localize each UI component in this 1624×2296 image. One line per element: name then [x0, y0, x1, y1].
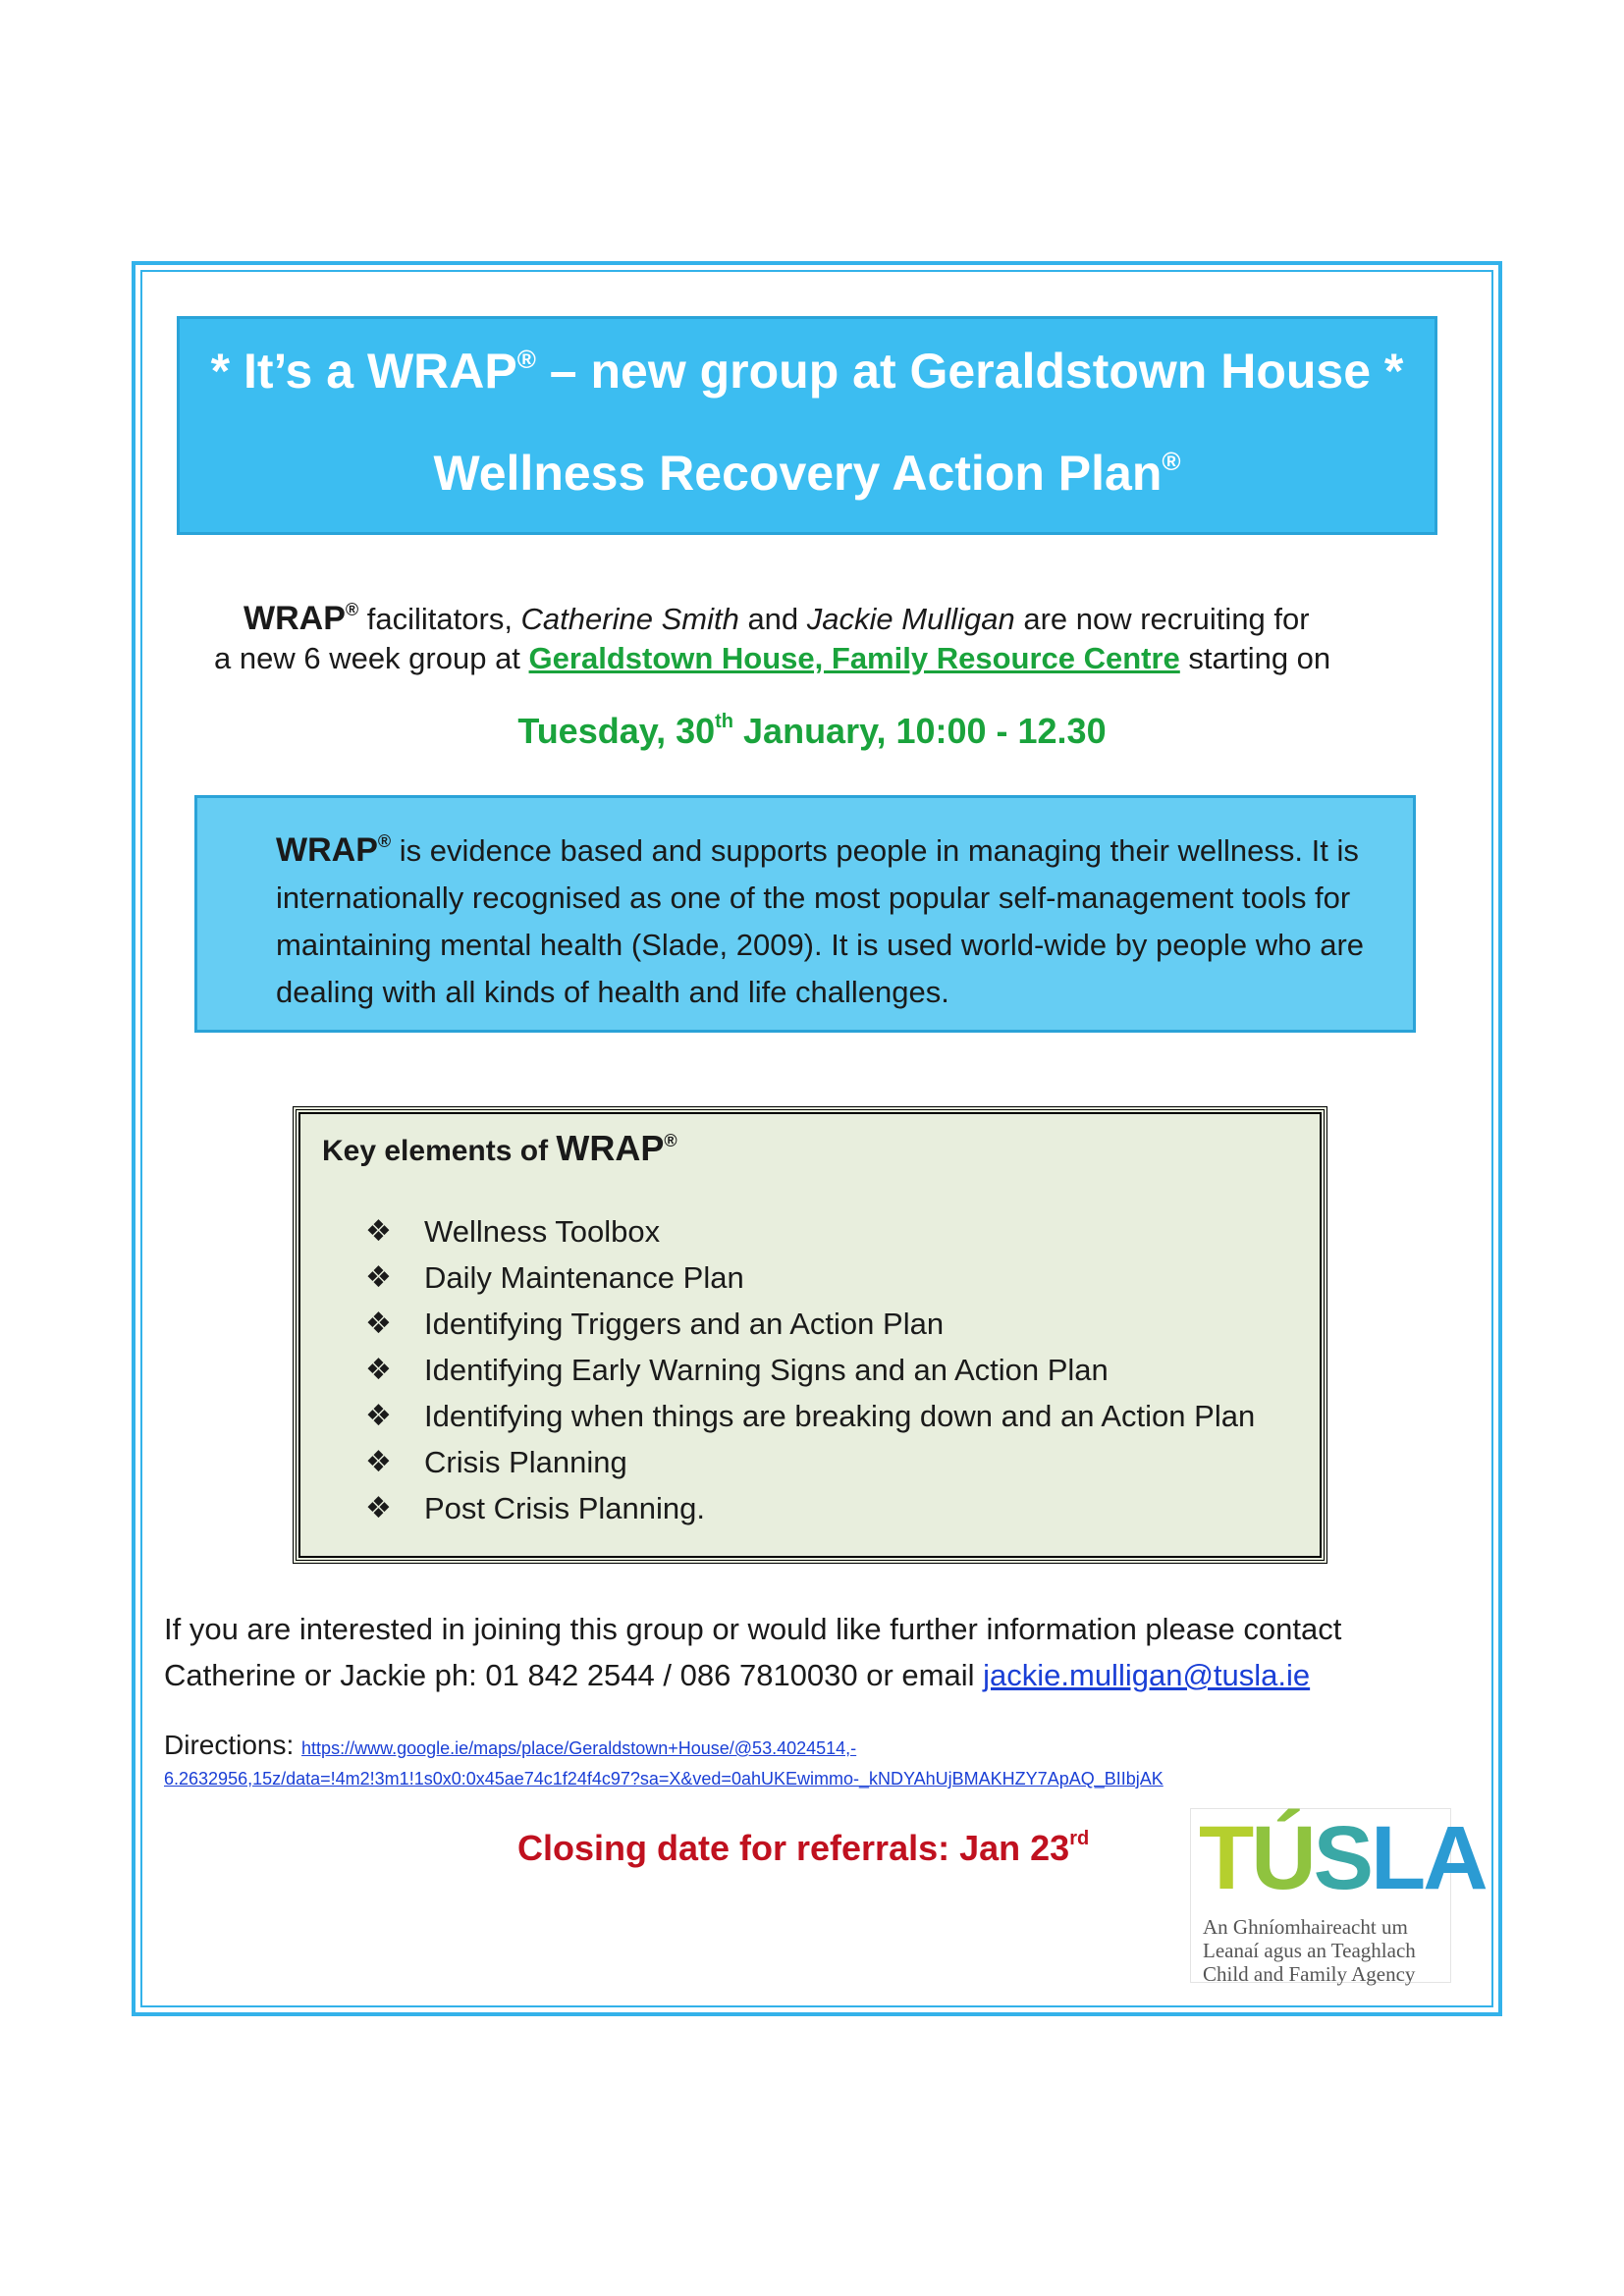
- facilitator-name: Catherine Smith: [520, 602, 739, 636]
- list-item: [365, 1301, 1255, 1347]
- list-item: [365, 1485, 1255, 1531]
- list-item: [365, 1208, 1255, 1255]
- intro-text: are now recruiting for: [1014, 602, 1310, 636]
- title-line-2: [180, 445, 1435, 502]
- wrap-word: WRAP: [244, 600, 346, 637]
- date-text: January, 10:00 - 12.30: [733, 711, 1107, 751]
- logo-subtitle: [1203, 1915, 1416, 1986]
- registered-mark: ®: [664, 1131, 677, 1150]
- closing-ordinal: rd: [1069, 1828, 1090, 1849]
- date-ordinal: th: [715, 711, 734, 732]
- tusla-logo: [1190, 1808, 1486, 1986]
- info-text: is evidence based and supports people in managing their wellness. It is internationally recognised as one of the most popular self-management tools for maintaining mental health (Slade, 2009). It is used world-wide by people who are dealing with all kinds of health and life challenges.: [276, 833, 1365, 1009]
- list-item-text: Identifying Early Warning Signs and an Action Plan: [424, 1353, 1109, 1387]
- subtitle-text: Wellness Recovery Action Plan: [433, 446, 1163, 501]
- logo-letter: T: [1199, 1808, 1252, 1908]
- key-elements-list: [365, 1208, 1255, 1531]
- intro-text: facilitators,: [358, 602, 521, 636]
- list-item-text: Identifying when things are breaking down and an Action Plan: [424, 1399, 1256, 1433]
- logo-letter: S: [1313, 1808, 1372, 1908]
- logo-subtitle-line: Child and Family Agency: [1203, 1962, 1416, 1986]
- list-item: [365, 1347, 1255, 1393]
- intro-text: starting on: [1179, 641, 1331, 675]
- closing-date: [517, 1828, 1089, 1869]
- date-text: Tuesday, 30: [517, 711, 716, 751]
- location-link[interactable]: Geraldstown House, Family Resource Centre: [528, 641, 1180, 675]
- directions-url-link-continued[interactable]: 6.2632956,15z/data=!4m2!3m1!1s0x0:0x45ae74c1f24f4c97?sa=X&ved=0ahUKEwimmo-_kNDYAhUjBMAKHZY7ApAQ_BIIbjAK: [164, 1769, 1164, 1789]
- logo-subtitle-line: An Ghníomhaireacht um: [1203, 1915, 1408, 1939]
- list-item: [365, 1255, 1255, 1301]
- list-item-text: Daily Maintenance Plan: [424, 1260, 744, 1295]
- four-diamond-bullet-icon: ❖: [365, 1492, 392, 1524]
- four-diamond-bullet-icon: ❖: [365, 1261, 392, 1294]
- key-elements-heading: [322, 1128, 677, 1169]
- key-elements-box: [293, 1106, 1327, 1564]
- wrap-brand: [244, 600, 358, 637]
- directions-url-link[interactable]: https://www.google.ie/maps/place/Geraldstown+House/@53.4024514,-: [301, 1738, 857, 1758]
- closing-text: Closing date for referrals: Jan 23: [517, 1828, 1070, 1868]
- list-item-text: Crisis Planning: [424, 1445, 627, 1479]
- list-item: [365, 1439, 1255, 1485]
- registered-mark: ®: [1162, 447, 1181, 476]
- contact-text: Catherine or Jackie ph: 01 842 2544 / 086 7810030 or email: [164, 1658, 984, 1692]
- list-item: [365, 1393, 1255, 1439]
- info-panel: [194, 795, 1416, 1033]
- heading-text: Key elements of: [322, 1135, 557, 1167]
- tusla-wordmark: [1199, 1809, 1486, 1907]
- title-line-1: [180, 343, 1435, 400]
- registered-mark: ®: [377, 831, 392, 851]
- list-item-text: Post Crisis Planning.: [424, 1491, 706, 1525]
- directions-label: Directions:: [164, 1730, 302, 1760]
- info-paragraph: [276, 818, 1376, 1016]
- intro-text: and: [738, 602, 807, 636]
- directions-line: [164, 1728, 856, 1766]
- logo-letter: L: [1371, 1808, 1424, 1908]
- intro-text: a new 6 week group at: [214, 641, 529, 675]
- contact-line-1: If you are interested in joining this group or would like further information please contact: [164, 1612, 1342, 1646]
- session-date: [0, 711, 1624, 752]
- four-diamond-bullet-icon: ❖: [365, 1215, 392, 1248]
- four-diamond-bullet-icon: ❖: [365, 1354, 392, 1386]
- list-item-text: Wellness Toolbox: [424, 1214, 661, 1249]
- title-text-pre: * It’s a WRAP: [210, 344, 517, 399]
- registered-mark: ®: [516, 345, 536, 374]
- wrap-word: WRAP: [556, 1128, 665, 1168]
- registered-mark: ®: [345, 600, 359, 619]
- four-diamond-bullet-icon: ❖: [365, 1308, 392, 1340]
- logo-letter: A: [1423, 1808, 1486, 1908]
- email-link[interactable]: jackie.mulligan@tusla.ie: [983, 1658, 1311, 1692]
- wrap-brand: [276, 831, 391, 869]
- list-item-text: Identifying Triggers and an Action Plan: [424, 1307, 945, 1341]
- logo-subtitle-line: Leanaí agus an Teaghlach: [1203, 1939, 1416, 1962]
- title-banner: [177, 316, 1437, 535]
- four-diamond-bullet-icon: ❖: [365, 1400, 392, 1432]
- facilitator-name: Jackie Mulligan: [806, 602, 1015, 636]
- four-diamond-bullet-icon: ❖: [365, 1446, 392, 1478]
- logo-letter: Ú: [1251, 1808, 1314, 1908]
- wrap-word: WRAP: [276, 831, 378, 869]
- title-text-post: – new group at Geraldstown House *: [535, 344, 1404, 399]
- intro-line-2: [214, 634, 1330, 683]
- contact-line-2: [164, 1652, 1310, 1698]
